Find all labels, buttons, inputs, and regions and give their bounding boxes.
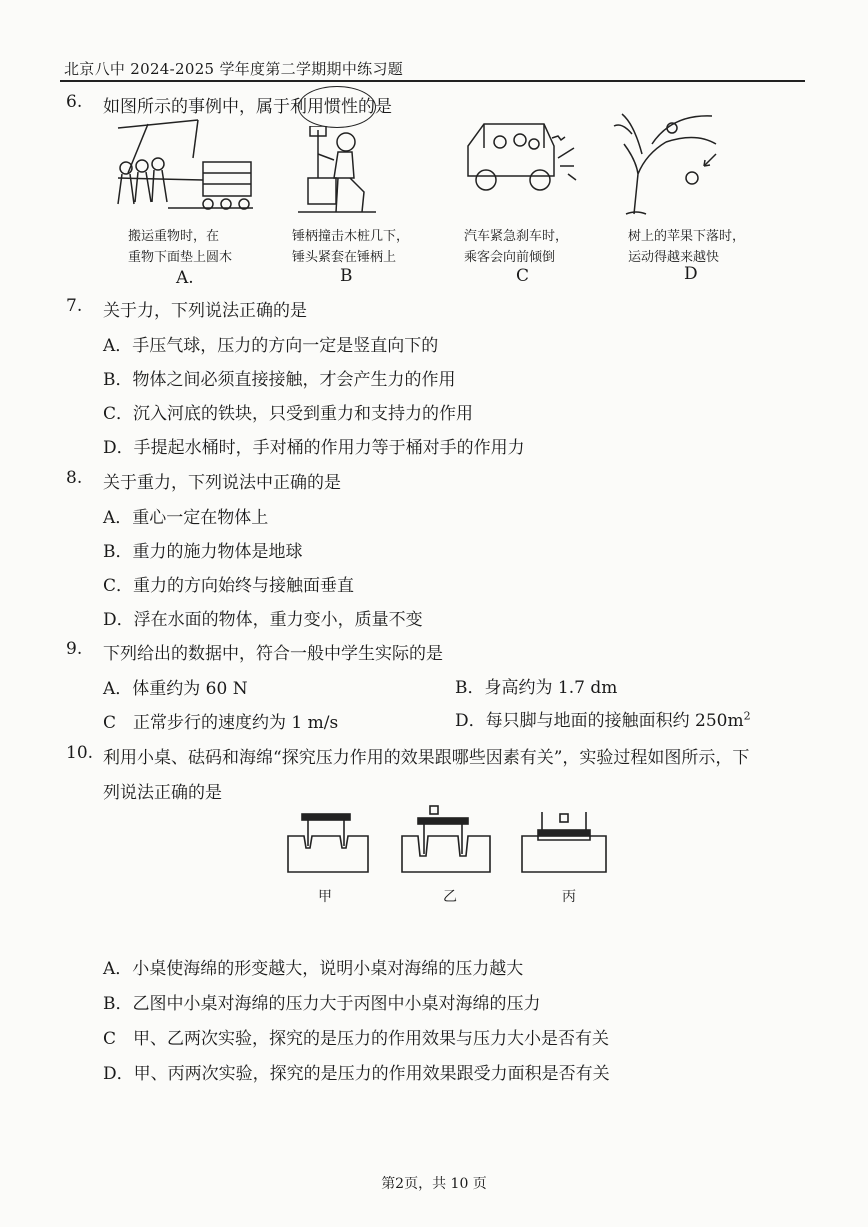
q9-option-a: A．体重约为 60 N [103,679,248,699]
header-rule [60,80,805,82]
q7-option-b: B．物体之间必须直接接触，才会产生力的作用 [103,370,456,390]
figure-sponge-experiment [284,804,614,884]
figure-a-moving-heavy-object [108,118,258,216]
figure-label-yi: 乙 [443,889,457,905]
q7-option-d: D．手提起水桶时，手对桶的作用力等于桶对手的作用力 [103,438,525,458]
page-header: 北京八中 2024-2025 学年度第二学期期中练习题 [64,60,404,78]
figure-c-car-braking [460,118,580,198]
q8-option-b: B．重力的施力物体是地球 [103,542,303,562]
figure-c-letter: C [516,266,530,286]
question-stem: 关于力，下列说法正确的是 [103,301,307,321]
question-number: 7. [66,296,83,316]
figure-b-hammer-handle [298,126,378,216]
q10-option-d: D．甲、丙两次实验，探究的是压力的作用效果跟受力面积是否有关 [103,1064,610,1084]
question-number: 6. [66,92,83,112]
question-stem-line-2: 列说法正确的是 [103,783,222,803]
page-footer: 第2页，共 10 页 [381,1176,487,1192]
q10-option-b: B．乙图中小桌对海绵的压力大于丙图中小桌对海绵的压力 [103,994,541,1014]
figure-label-jia: 甲 [318,889,332,905]
question-number: 10. [66,743,94,763]
q8-option-d: D．浮在水面的物体，重力变小，质量不变 [103,610,423,630]
question-stem-line-1: 利用小桌、砝码和海绵“探究压力作用的效果跟哪些因素有关”，实验过程如图所示，下 [103,748,750,768]
figure-a-caption: 搬运重物时，在 重物下面垫上圆木 [128,229,233,265]
q8-option-c: C．重力的方向始终与接触面垂直 [103,576,355,596]
q9-option-d: D．每只脚与地面的接触面积约 $250m^2$ [455,709,751,731]
figure-c-caption: 汽车紧急刹车时， 乘客会向前倾倒 [464,229,569,265]
figure-b-letter: B [340,266,353,286]
q7-option-a: A．手压气球，压力的方向一定是竖直向下的 [103,336,439,356]
figure-label-bing: 丙 [562,889,576,905]
question-number: 9. [66,639,83,659]
figure-d-letter: D [684,264,698,284]
handwritten-circle-mark [298,86,376,128]
q7-option-c: C．沉入河底的铁块，只受到重力和支持力的作用 [103,404,474,424]
figure-d-falling-apple [612,104,742,216]
question-stem: 如图所示的事例中，属于利用惯性的是 [103,97,392,117]
q8-option-a: A．重心一定在物体上 [103,508,269,528]
q10-option-a: A．小桌使海绵的形变越大，说明小桌对海绵的压力越大 [103,959,524,979]
question-stem: 关于重力，下列说法中正确的是 [103,473,341,493]
figure-d-caption: 树上的苹果下落时， 运动得越来越快 [628,229,746,265]
figure-b-caption: 锤柄撞击木桩几下， 锤头紧套在锤柄上 [292,229,410,265]
question-number: 8. [66,468,83,488]
q10-option-c: C 甲、乙两次实验，探究的是压力的作用效果与压力大小是否有关 [103,1029,610,1049]
q9-option-c: C 正常步行的速度约为 1 m/s [103,713,339,733]
figure-a-letter: A. [176,268,194,288]
question-stem: 下列给出的数据中，符合一般中学生实际的是 [103,644,443,664]
q9-option-b: B．身高约为 1.7 dm [455,678,618,698]
